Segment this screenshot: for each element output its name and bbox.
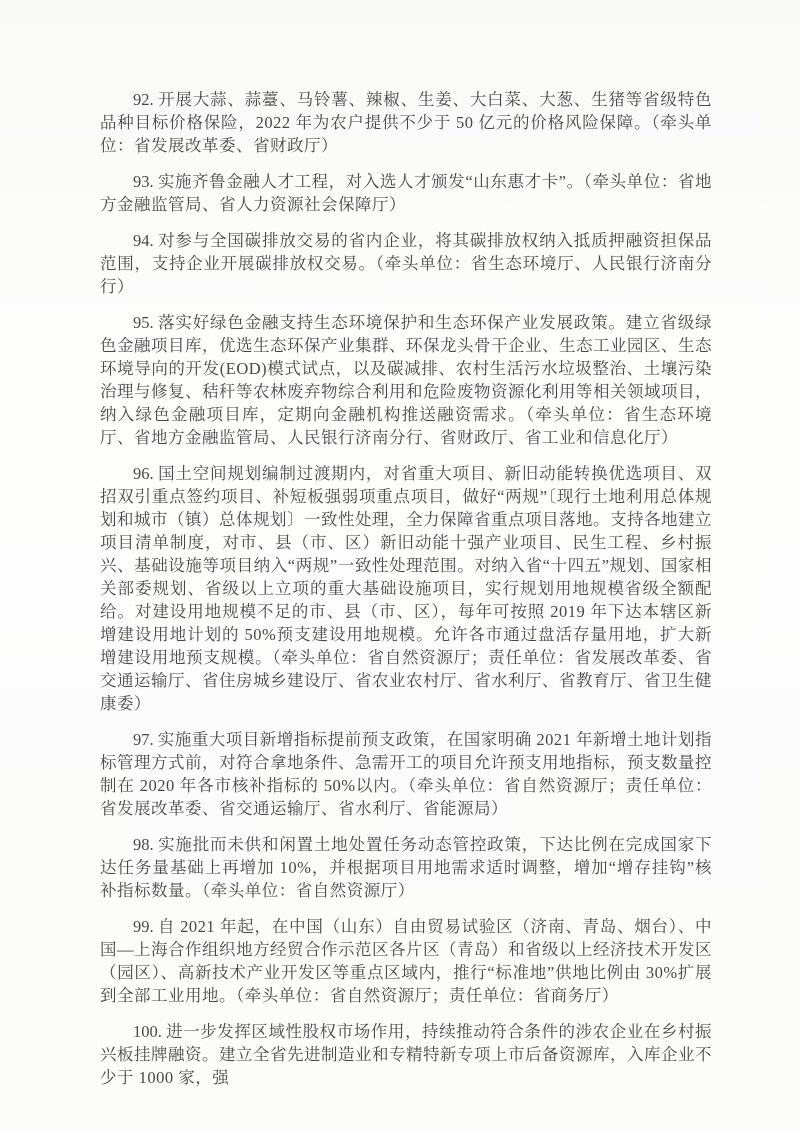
paragraph-number: 97. [133,730,158,749]
paragraph-text: 实施齐鲁金融人才工程，对入选人才颁发“山东惠才卡”。（牵头单位：省地方金融监管局、省人力资源社会保障厅） [100,172,713,214]
paragraph-text: 进一步发挥区域性股权市场作用，持续推动符合条件的涉农企业在乡村振兴板挂牌融资。建立全省先进制造业和专精特新专项上市后备资源库，入库企业不少于 1000 家，强 [100,1022,712,1087]
paragraph-94 [100,229,712,298]
paragraph-text: 实施批而未供和闲置土地处置任务动态管控政策，下达比例在完成国家下达任务量基础上再增加 10%，并根据项目用地需求适时调整，增加“增存挂钩”核补指标数量。（牵头单位：省自然资源厅） [100,835,713,900]
paragraph-number: 92. [133,90,159,109]
paragraph-95 [100,311,712,449]
document-body [100,88,712,1102]
paragraph-98 [100,833,712,902]
paragraph-92 [100,88,712,157]
paragraph-text: 对参与全国碳排放交易的省内企业，将其碳排放权纳入抵质押融资担保品范围，支持企业开展碳排放权交易。（牵头单位：省生态环境厅、人民银行济南分行） [100,231,713,296]
paragraph-text: 开展大蒜、蒜薹、马铃薯、辣椒、生姜、大白菜、大葱、生猪等省级特色品种目标价格保险，2022 年为农户提供不少于 50 亿元的价格风险保障。（牵头单位：省发展改革委、省财政厅） [100,90,713,155]
paragraph-number: 96. [133,464,159,483]
paragraph-text: 自 2021 年起，在中国（山东）自由贸易试验区（济南、青岛、烟台）、中国—上海合作组织地方经贸合作示范区各片区（青岛）和省级以上经济技术开发区（园区）、高新技术产业开发区等重点区域内，推行“标准地”供地比例由 30%扩展到全部工业用地。（牵头单位：省自然资源厅；责任单位：省商务厅） [100,917,713,1005]
paragraph-number: 98. [133,835,159,854]
paragraph-number: 94. [133,231,159,250]
paragraph-number: 100. [133,1022,167,1041]
paragraph-93 [100,170,712,216]
paragraph-96 [100,462,712,715]
paragraph-number: 99. [133,917,159,936]
paragraph-text: 落实好绿色金融支持生态环境保护和生态环保产业发展政策。建立省级绿色金融项目库，优选生态环保产业集群、环保龙头骨干企业、生态工业园区、生态环境导向的开发(EOD)模式试点，以及碳减排、农村生活污水垃圾整治、土壤污染治理与修复、秸秆等农林废弃物综合利用和危险废物资源化利用等相关领域项目，纳入绿色金融项目库，定期向金融机构推送融资需求。（牵头单位：省生态环境厅、省地方金融监管局、人民银行济南分行、省财政厅、省工业和信息化厅） [100,313,713,447]
paragraph-number: 95. [133,313,159,332]
paragraph-100 [100,1020,712,1089]
paragraph-99 [100,915,712,1007]
paragraph-text: 实施重大项目新增指标提前预支政策，在国家明确 2021 年新增土地计划指标管理方式前，对符合拿地条件、急需开工的项目允许预支用地指标，预支数量控制在 2020 年各市核补指标的 50%以内。（牵头单位：省自然资源厅；责任单位：省发展改革委、省交通运输厅、省水利厅、省能源局） [100,730,712,818]
paragraph-97 [100,728,712,820]
paragraph-text: 国土空间规划编制过渡期内，对省重大项目、新旧动能转换优选项目、双招双引重点签约项目、补短板强弱项重点项目，做好“两规”〔现行土地利用总体规划和城市（镇）总体规划〕一致性处理，全力保障省重点项目落地。支持各地建立项目清单制度，对市、县（市、区）新旧动能十强产业项目、民生工程、乡村振兴、基础设施等项目纳入“两规”一致性处理范围。对纳入省“十四五”规划、国家相关部委规划、省级以上立项的重大基础设施项目，实行规划用地规模省级全额配给。对建设用地规模不足的市、县（市、区），每年可按照 2019 年下达本辖区新增建设用地计划的 50%预支建设用地规模。允许各市通过盘活存量用地，扩大新增建设用地预支规模。（牵头单位：省自然资源厅；责任单位：省发展改革委、省交通运输厅、省住房城乡建设厅、省农业农村厅、省水利厅、省教育厅、省卫生健康委） [100,464,713,713]
paragraph-number: 93. [133,172,158,191]
